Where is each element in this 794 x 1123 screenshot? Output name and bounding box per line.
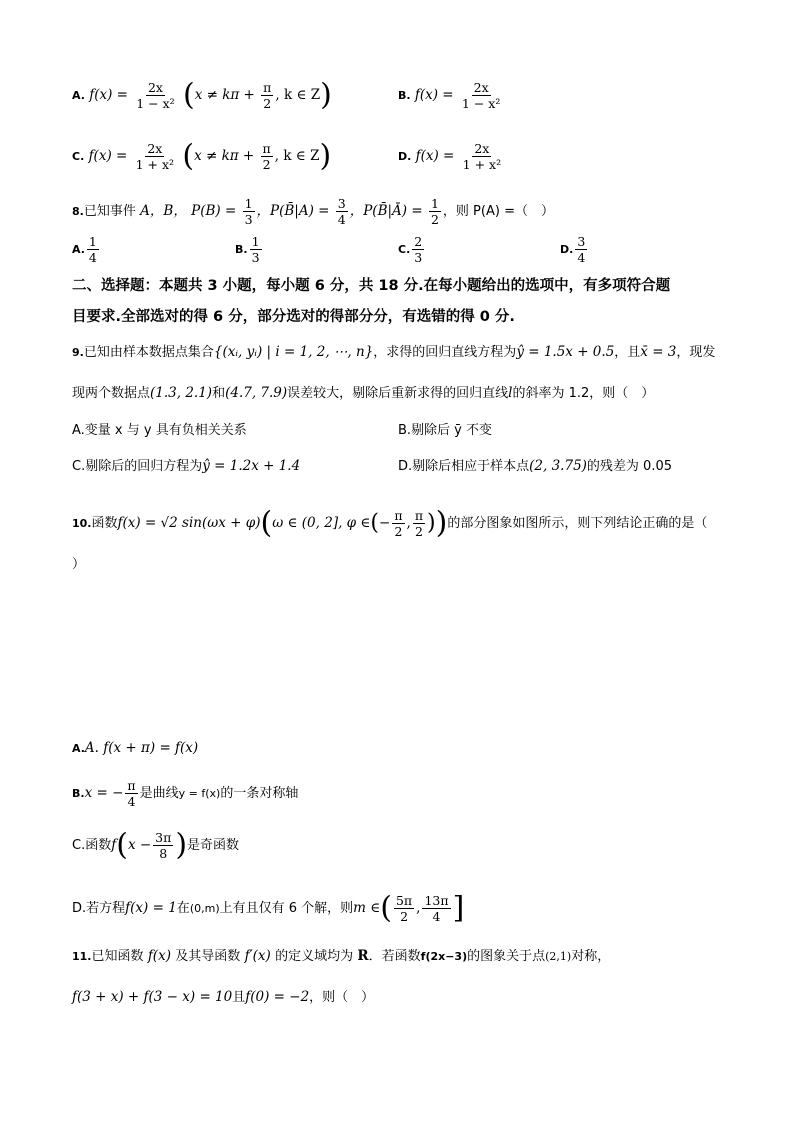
q8-option-b: B. $\frac{1}{3}$ [235,234,260,265]
q7-option-d: D. f(x) = $\frac{2x}{\text{1 + x²}}$ [398,141,502,172]
section-heading-line1: 二、选择题：本题共 3 小题，每小题 6 分，共 18 分.在每小题给出的选项中，有多项符合题 [72,278,671,294]
q9-option-b: B.剔除后 ȳ 不变 [398,423,493,438]
q10-option-a: A.A. f(x + π) = f(x) [72,740,199,756]
q8-option-d: D. $\frac{3}{4}$ [560,234,586,265]
q7-a-lhs: f(x) = [89,87,128,103]
q7-b-fraction: $\frac{2x}{\text{1 − x²}}$ [461,80,501,111]
question-9-line2: 现两个数据点(1.3, 2.1)和(4.7, 7.9)误差较大，剔除后重新求得的回归直线l的斜率为 1.2，则（ ） [72,385,655,401]
q9-option-d: D.剔除后相应于样本点(2, 3.75)的残差为 0.05 [398,458,672,474]
q7-a-fraction: $\frac{2x}{\text{1 − x²}}$ [136,80,175,111]
q7-option-b: B. f(x) = $\frac{2x}{\text{1 − x²}}$ [398,80,501,111]
question-11-line2: f(3 + x) + f(3 − x) = 10且f(0) = −2，则（ ） [72,989,375,1005]
question-8: 8.已知事件 A，B， P(B) = $\frac{1}{3}$ ，P(B̄|A) = $\frac{3}{4}$ ，P(B̄|Ā) = $\frac{1}{2}$ ，则 P(A) =（ ） [72,196,554,227]
q9-option-a: A.变量 x 与 y 具有负相关关系 [72,423,247,438]
q10-option-b: B.x = − $\frac{\pi}{4}$ 是曲线y = f(x)的一条对称轴 [72,778,299,809]
q7-option-c: C. f(x) = $\frac{2x}{\text{1 + x²}}$ (x ≠ kπ + $\frac{\pi}{2}$ , k ∈ Z) [72,138,332,174]
q8-option-c: C. $\frac{2}{3}$ [398,234,423,265]
question-9-line1: 9.已知由样本数据点集合{(xᵢ, yᵢ) | i = 1, 2, ⋯, n}，求得的回归直线方程为ŷ = 1.5x + 0.5，且x̄ = 3，现发 [72,344,716,360]
question-11-line1: 11.已知函数 f(x) 及其导函数 f′(x) 的定义域均为 R．若函数f(2x−3)的图象关于点(2,1)对称， [72,948,611,964]
q7-option-a: A. f(x) = $\frac{2x}{\text{1 − x²}}$ (x ≠ kπ + $\frac{\pi}{2}$ , k ∈ Z) [72,77,332,113]
q10-option-d: D.若方程f(x) = 1在(0,m)上有且仅有 6 个解，则m ∈( $\frac{5\pi}{2}$ , $\frac{13\pi}{4}$ ] [72,890,465,926]
q10-option-c: C.函数f(x − $\frac{3\pi}{8}$ )是奇函数 [72,827,240,863]
question-10: 10.函数f(x) = √2 sin(ωx + φ)(ω ∈ (0, 2], φ ∈(− $\frac{\pi}{2}$ , $\frac{\pi}{2}$ ))的部分图象如图所示，则下列结论正确的是（ [72,505,708,541]
section-heading-line2: 目要求.全部选对的得 6 分，部分选对的得部分分，有选错的得 0 分. [72,309,515,325]
q10-close-paren: ） [72,557,86,572]
q8-option-a: A. $\frac{1}{4}$ [72,234,97,265]
q9-option-c: C.剔除后的回归方程为ŷ = 1.2x + 1.4 [72,458,301,474]
